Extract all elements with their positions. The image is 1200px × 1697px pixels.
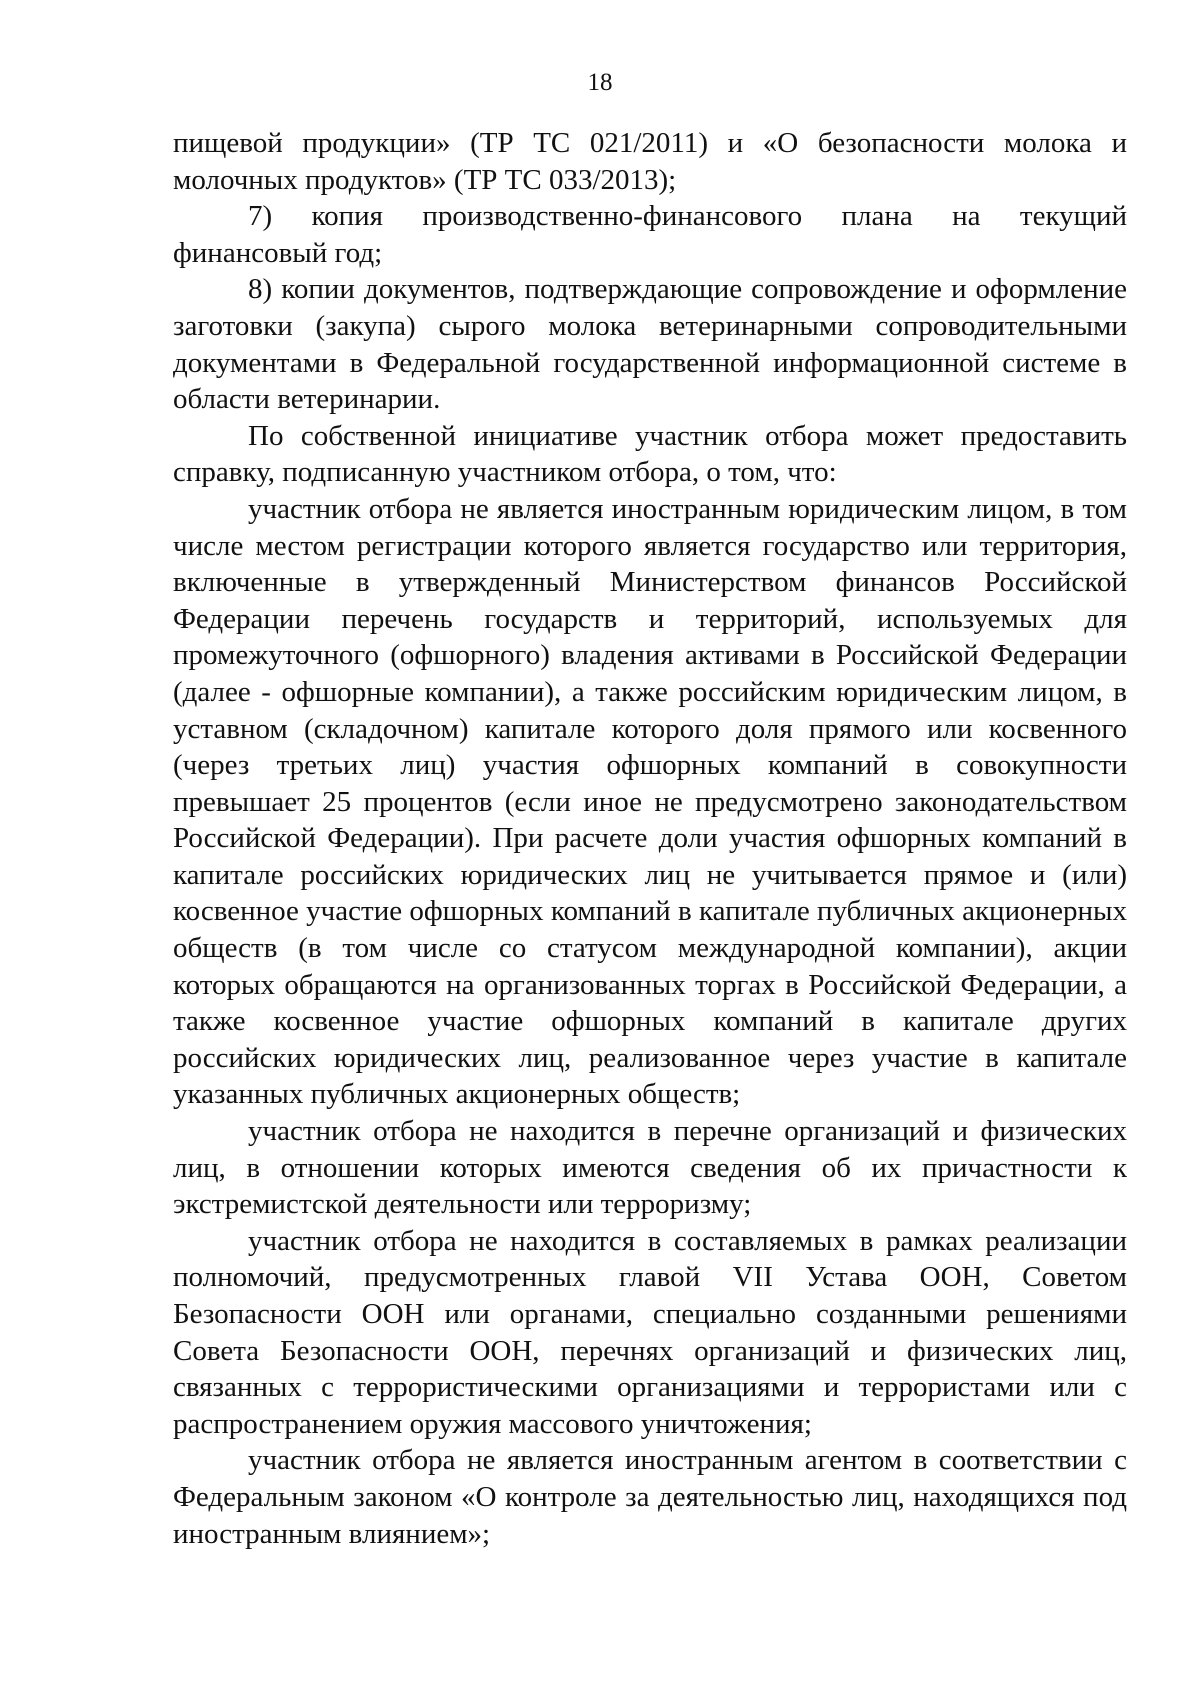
document-body xyxy=(173,125,1127,1552)
paragraph-extremism: участник отбора не находится в перечне организаций и физических лиц, в отношении которых имеются сведения об их причастности к экстремистской деятельности или терроризму; xyxy=(173,1115,1127,1221)
paragraph-own-initiative: По собственной инициативе участник отбора может предоставить справку, подписанную участником отбора, о том, что: xyxy=(173,419,1127,489)
paragraph-item-8: 8) копии документов, подтверждающие сопровождение и оформление заготовки (закупа) сырого молока ветеринарными сопроводительными документами в Федеральной государственной информационной системе в области ветеринарии. xyxy=(173,273,1127,416)
paragraph-offshore: участник отбора не является иностранным юридическим лицом, в том числе местом регистрации которого является государство или территория, включенные в утвержденный Министерством финансов Российской Федерации перечень государств и территорий, используемых для промежуточного (офшорного) владения активами в Российской Федерации (далее - офшорные компании), а также российским юридическим лицом, в уставном (складочном) капитале которого доля прямого или косвенного (через третьих лиц) участия офшорных компаний в совокупности превышает 25 процентов (если иное не предусмотрено законодательством Российской Федерации). При расчете доли участия офшорных компаний в капитале российских юридических лиц не учитывается прямое и (или) косвенное участие офшорных компаний в капитале публичных акционерных обществ (в том числе со статусом международной компании), акции которых обращаются на организованных торгах в Российской Федерации, а также косвенное участие офшорных компаний в капитале других российских юридических лиц, реализованное через участие в капитале указанных публичных акционерных обществ; xyxy=(173,492,1127,1111)
paragraph-item-7: 7) копия производственно-финансового плана на текущий финансовый год; xyxy=(173,200,1127,269)
paragraph-continuation: пищевой продукции» (ТР ТС 021/2011) и «О безопасности молока и молочных продуктов» (ТР ТС 033/2013); xyxy=(173,127,1127,196)
paragraph-un-sanctions: участник отбора не находится в составляемых в рамках реализации полномочий, предусмотренных главой VII Устава ООН, Советом Безопасности ООН или органами, специально созданными решениями Совета Безопасности ООН, перечнях организаций и физических лиц, связанных с террористическими организациями и террористами или с распространением оружия массового уничтожения; xyxy=(173,1224,1127,1440)
paragraph-foreign-agent: участник отбора не является иностранным агентом в соответствии с Федеральным законом «О контроле за деятельностью лиц, находящихся под иностранным влиянием»; xyxy=(173,1444,1127,1550)
page-number: 18 xyxy=(587,69,613,96)
